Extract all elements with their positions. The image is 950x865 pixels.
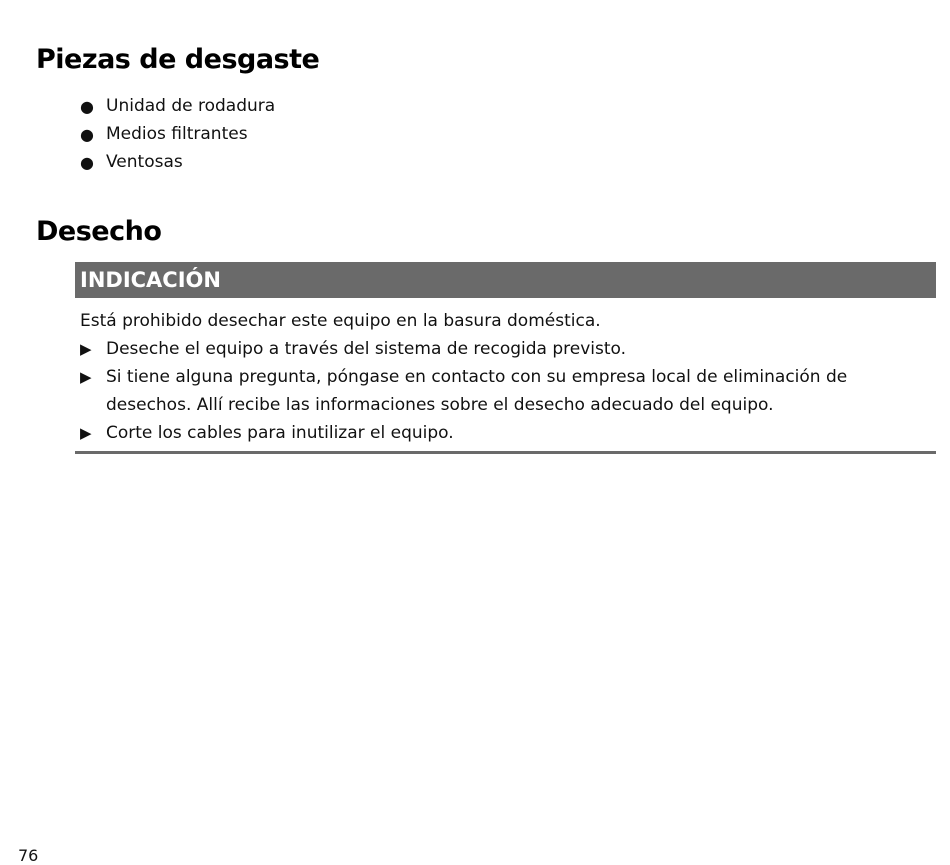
triangle-right-icon: ▶ — [80, 368, 92, 386]
section-title-disposal: Desecho — [36, 216, 162, 247]
notice-box — [75, 262, 936, 454]
list-item — [80, 148, 275, 176]
list-item — [80, 92, 275, 120]
notice-step — [80, 363, 936, 419]
notice-step — [80, 335, 936, 363]
bullet-icon: ● — [80, 124, 94, 144]
page-number: 76 — [18, 846, 39, 865]
notice-label: INDICACIÓN — [75, 262, 936, 298]
triangle-right-icon: ▶ — [80, 424, 92, 442]
notice-step-text: Si tiene alguna pregunta, póngase en contacto con su empresa local de eliminación de desechos. Allí recibe las informaciones sobre el desecho adecuado del equipo. — [106, 367, 848, 415]
notice-bottom-rule — [75, 451, 936, 454]
bullet-icon: ● — [80, 96, 94, 116]
list-item-text: Unidad de rodadura — [106, 96, 276, 116]
bullet-icon: ● — [80, 152, 94, 172]
triangle-right-icon: ▶ — [80, 340, 92, 358]
notice-intro: Está prohibido desechar este equipo en la basura doméstica. — [80, 311, 601, 331]
list-item — [80, 120, 275, 148]
list-item-text: Ventosas — [106, 152, 183, 172]
notice-step — [80, 419, 936, 447]
notice-body — [75, 298, 936, 447]
wear-parts-list — [80, 92, 275, 176]
notice-step-text: Deseche el equipo a través del sistema de recogida previsto. — [106, 339, 627, 359]
notice-step-text: Corte los cables para inutilizar el equipo. — [106, 423, 454, 443]
section-title-wear-parts: Piezas de desgaste — [36, 44, 320, 75]
list-item-text: Medios filtrantes — [106, 124, 248, 144]
